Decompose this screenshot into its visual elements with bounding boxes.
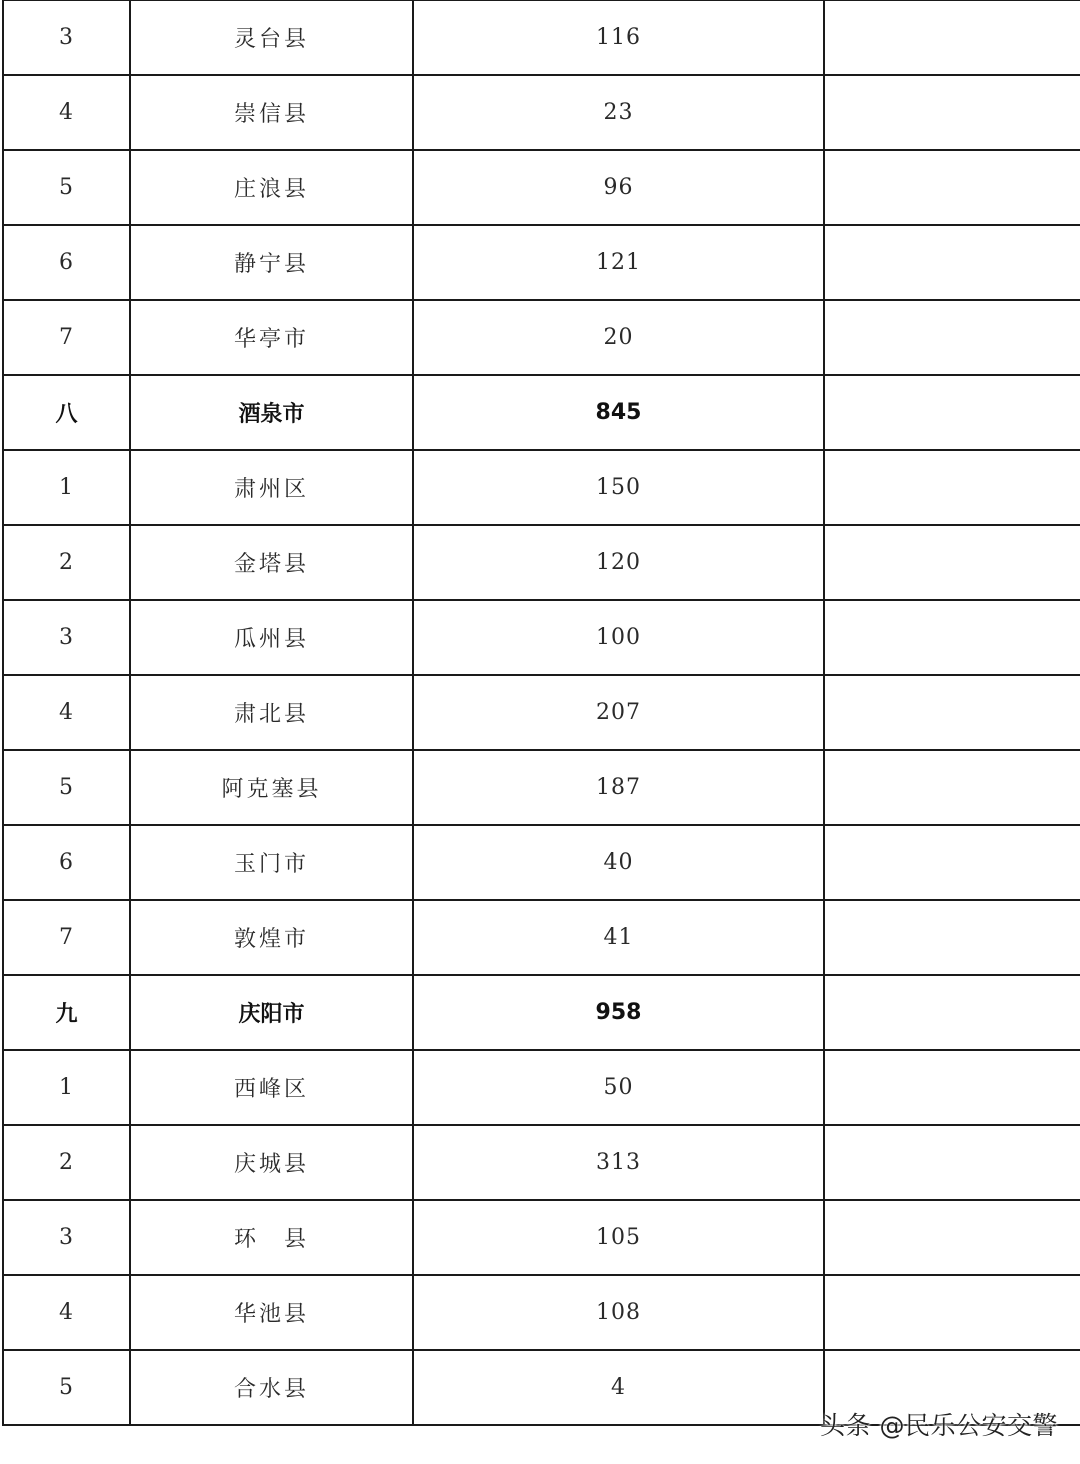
note-cell xyxy=(824,375,1080,450)
row-number-cell: 7 xyxy=(3,900,130,975)
region-name-cell: 环 县 xyxy=(130,1200,413,1275)
count-cell: 120 xyxy=(413,525,824,600)
region-name-cell: 酒泉市 xyxy=(130,375,413,450)
note-cell xyxy=(824,300,1080,375)
count-cell: 845 xyxy=(413,375,824,450)
region-name-cell: 瓜州县 xyxy=(130,600,413,675)
row-number-cell: 7 xyxy=(3,300,130,375)
count-cell: 958 xyxy=(413,975,824,1050)
count-cell: 150 xyxy=(413,450,824,525)
row-number-cell: 3 xyxy=(3,600,130,675)
table-row xyxy=(3,1050,1080,1125)
region-name-cell: 敦煌市 xyxy=(130,900,413,975)
table-row xyxy=(3,1275,1080,1350)
watermark-text: 头条 @民乐公安交警 xyxy=(820,1411,1058,1440)
note-cell xyxy=(824,450,1080,525)
region-name-cell: 华亭市 xyxy=(130,300,413,375)
table-row xyxy=(3,525,1080,600)
row-number-cell: 4 xyxy=(3,75,130,150)
count-cell: 20 xyxy=(413,300,824,375)
region-name-cell: 庄浪县 xyxy=(130,150,413,225)
row-number-cell: 1 xyxy=(3,1050,130,1125)
note-cell xyxy=(824,75,1080,150)
region-name-cell: 庆城县 xyxy=(130,1125,413,1200)
row-number-cell: 3 xyxy=(3,1,130,76)
table-row xyxy=(3,675,1080,750)
table-row xyxy=(3,750,1080,825)
count-cell: 4 xyxy=(413,1350,824,1425)
count-cell: 313 xyxy=(413,1125,824,1200)
row-number-cell: 九 xyxy=(3,975,130,1050)
count-cell: 121 xyxy=(413,225,824,300)
count-cell: 96 xyxy=(413,150,824,225)
row-number-cell: 4 xyxy=(3,1275,130,1350)
count-cell: 100 xyxy=(413,600,824,675)
table-row xyxy=(3,1200,1080,1275)
note-cell xyxy=(824,1,1080,76)
table-row xyxy=(3,300,1080,375)
note-cell xyxy=(824,975,1080,1050)
note-cell xyxy=(824,525,1080,600)
row-number-cell: 6 xyxy=(3,225,130,300)
note-cell xyxy=(824,150,1080,225)
region-name-cell: 肃北县 xyxy=(130,675,413,750)
note-cell xyxy=(824,1200,1080,1275)
region-name-cell: 肃州区 xyxy=(130,450,413,525)
region-name-cell: 西峰区 xyxy=(130,1050,413,1125)
data-table xyxy=(2,0,1080,1426)
count-cell: 187 xyxy=(413,750,824,825)
row-number-cell: 5 xyxy=(3,1350,130,1425)
table-row xyxy=(3,150,1080,225)
note-cell xyxy=(824,1125,1080,1200)
table-row xyxy=(3,1,1080,76)
region-name-cell: 静宁县 xyxy=(130,225,413,300)
count-cell: 207 xyxy=(413,675,824,750)
note-cell xyxy=(824,1050,1080,1125)
count-cell: 108 xyxy=(413,1275,824,1350)
region-name-cell: 崇信县 xyxy=(130,75,413,150)
region-name-cell: 华池县 xyxy=(130,1275,413,1350)
row-number-cell: 1 xyxy=(3,450,130,525)
count-cell: 23 xyxy=(413,75,824,150)
note-cell xyxy=(824,1275,1080,1350)
table-row xyxy=(3,900,1080,975)
table-row xyxy=(3,1125,1080,1200)
table-row xyxy=(3,450,1080,525)
table-row xyxy=(3,75,1080,150)
table-row xyxy=(3,600,1080,675)
row-number-cell: 2 xyxy=(3,525,130,600)
row-number-cell: 6 xyxy=(3,825,130,900)
region-name-cell: 玉门市 xyxy=(130,825,413,900)
table-body xyxy=(3,1,1080,1426)
row-number-cell: 5 xyxy=(3,150,130,225)
region-name-cell: 灵台县 xyxy=(130,1,413,76)
region-name-cell: 庆阳市 xyxy=(130,975,413,1050)
row-number-cell: 2 xyxy=(3,1125,130,1200)
region-name-cell: 金塔县 xyxy=(130,525,413,600)
count-cell: 116 xyxy=(413,1,824,76)
table-row-subtotal xyxy=(3,375,1080,450)
note-cell xyxy=(824,825,1080,900)
note-cell xyxy=(824,900,1080,975)
row-number-cell: 八 xyxy=(3,375,130,450)
row-number-cell: 4 xyxy=(3,675,130,750)
region-name-cell: 合水县 xyxy=(130,1350,413,1425)
row-number-cell: 3 xyxy=(3,1200,130,1275)
count-cell: 105 xyxy=(413,1200,824,1275)
note-cell xyxy=(824,675,1080,750)
note-cell xyxy=(824,600,1080,675)
table-row-subtotal xyxy=(3,975,1080,1050)
count-cell: 50 xyxy=(413,1050,824,1125)
note-cell xyxy=(824,225,1080,300)
row-number-cell: 5 xyxy=(3,750,130,825)
table-row xyxy=(3,825,1080,900)
count-cell: 41 xyxy=(413,900,824,975)
table-row xyxy=(3,225,1080,300)
count-cell: 40 xyxy=(413,825,824,900)
region-name-cell: 阿克塞县 xyxy=(130,750,413,825)
note-cell xyxy=(824,750,1080,825)
